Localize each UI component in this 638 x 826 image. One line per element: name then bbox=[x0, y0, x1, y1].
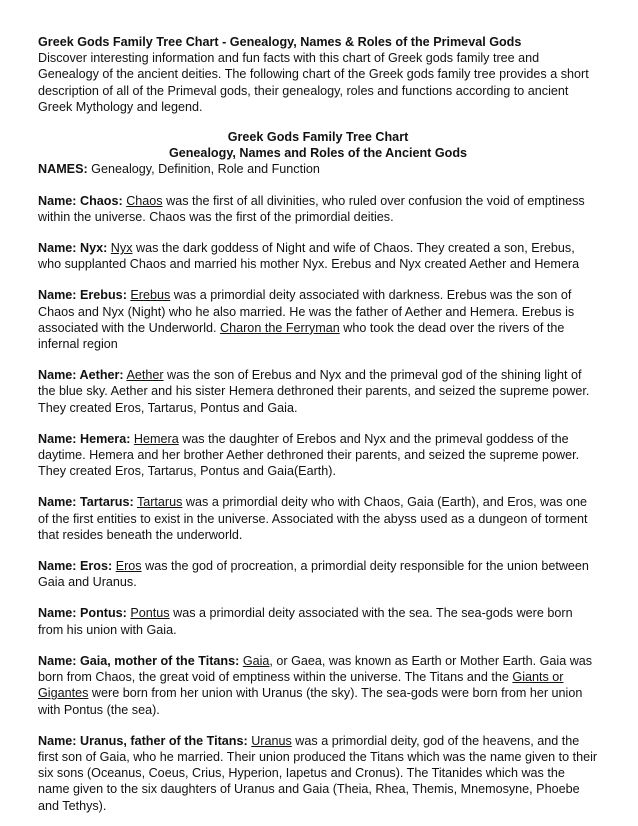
document-title: Greek Gods Family Tree Chart - Genealogy, Names & Roles of the Primeval Gods bbox=[38, 35, 522, 49]
hemera-link[interactable]: Hemera bbox=[133, 431, 179, 446]
entry-text: was a primordial deity who with Chaos, Gaia (Earth), and Eros, was one of the first entities to exist in the universe. Associated with the abyss used as a dungeon of torment that resides beneath the underworld. bbox=[38, 495, 588, 542]
uranus-link[interactable]: Uranus bbox=[251, 733, 292, 748]
entry-text: was the daughter of Erebos and Nyx and the primeval goddess of the daytime. Hemera and her brother Aether dethroned their parents, and seized the supreme power. They created Eros, Tartarus, Pontus and Gaia(Earth). bbox=[38, 431, 580, 479]
chaos-link[interactable]: Chaos bbox=[126, 193, 163, 208]
entry-label: Name: Hemera: bbox=[38, 431, 131, 446]
entry-hemera bbox=[38, 431, 598, 480]
tartarus-link[interactable]: Tartarus bbox=[136, 495, 183, 510]
charon-link[interactable]: Charon the Ferryman bbox=[220, 320, 340, 335]
entry-aether bbox=[38, 367, 598, 416]
entry-nyx bbox=[38, 240, 598, 272]
entry-text: was a primordial deity, god of the heavens, and the first son of Gaia, who he married. Their union produced the Titans which was the name given to their six sons (Oceanus, Coeus, Crius, Hyperion, Iapetus and Cronus). The Titanides which was the name given to the six daughters of Uranus and Gaia (Theia, Rhea, Themis, Mnemosyne, Phoebe and Tethys). bbox=[38, 733, 598, 813]
entry-label: Name: Gaia, mother of the Titans: bbox=[38, 653, 240, 668]
giants-link[interactable]: Giants or Gigantes bbox=[38, 670, 564, 701]
entry-text-continued: who took the dead over the rivers of the infernal region bbox=[38, 320, 565, 352]
names-label: NAMES: bbox=[38, 162, 88, 177]
document-page bbox=[38, 34, 598, 814]
entry-chaos bbox=[38, 193, 598, 225]
names-line bbox=[38, 161, 598, 177]
entry-text: was the dark goddess of Night and wife of Chaos. They created a son, Erebus, who supplanted Chaos and married his mother Nyx. Erebus and Nyx created Aether and Hemera bbox=[38, 241, 580, 272]
entry-eros bbox=[38, 558, 598, 590]
entry-label: Name: Chaos: bbox=[38, 193, 123, 208]
entry-label: Name: Eros: bbox=[38, 559, 113, 574]
intro-paragraph: Discover interesting information and fun facts with this chart of Greek gods family tree and Genealogy of the ancient deities. The following chart of the Greek gods family tree provides a short description of all of the Primeval gods, their genealogy, roles and functions according to ancient Greek Mythology and legend. bbox=[38, 51, 589, 114]
eros-link[interactable]: Eros bbox=[115, 559, 142, 574]
entry-label: Name: Tartarus: bbox=[38, 495, 134, 510]
entry-label: Name: Nyx: bbox=[38, 241, 108, 256]
entry-text: was a primordial deity associated with the sea. The sea-gods were born from his union with Gaia. bbox=[38, 606, 573, 637]
entry-text: was the first of all divinities, who ruled over confusion the void of emptiness within the universe. Chaos was the first of the primordial deities. bbox=[38, 193, 585, 224]
entry-tartarus bbox=[38, 494, 598, 543]
erebus-link[interactable]: Erebus bbox=[130, 288, 171, 303]
entry-text: was a primordial deity associated with darkness. Erebus was the son of Chaos and Nyx (Night) who he also married. He was the father of Aether and Hemera. Erebus is associated with the Underworld. bbox=[38, 288, 575, 335]
entry-text: was the son of Erebus and Nyx and the primeval god of the shining light of the blue sky. Aether and his sister Hemera dethroned their parents, and seized the supreme power. They created Eros, Tartarus, Pontus and Gaia. bbox=[38, 368, 590, 415]
aether-link[interactable]: Aether bbox=[126, 368, 164, 383]
entry-pontus bbox=[38, 605, 598, 637]
entry-label: Name: Aether: bbox=[38, 368, 124, 383]
entry-text-continued: were born from her union with Uranus (the sky). The sea-gods were born from her union with Pontus (the sea). bbox=[38, 686, 583, 717]
entry-erebus bbox=[38, 287, 598, 352]
entry-text: , or Gaea, was known as Earth or Mother Earth. Gaia was born from Chaos, the great void of emptiness within the universe. The Titans and the bbox=[38, 653, 593, 685]
pontus-link[interactable]: Pontus bbox=[130, 606, 170, 621]
entry-text: was the god of procreation, a primordial deity responsible for the union between Gaia and Uranus. bbox=[38, 559, 589, 590]
entry-label: Name: Pontus: bbox=[38, 606, 127, 621]
entry-label: Name: Erebus: bbox=[38, 288, 127, 303]
entry-uranus bbox=[38, 733, 598, 814]
entry-label: Name: Uranus, father of the Titans: bbox=[38, 733, 248, 748]
names-text: Genealogy, Definition, Role and Function bbox=[87, 162, 320, 177]
gaia-link[interactable]: Gaia bbox=[242, 653, 270, 668]
entry-gaia bbox=[38, 653, 598, 718]
chart-heading: Greek Gods Family Tree Chart bbox=[227, 130, 409, 145]
nyx-link[interactable]: Nyx bbox=[110, 241, 133, 256]
chart-subheading: Genealogy, Names and Roles of the Ancient Gods bbox=[168, 146, 468, 161]
